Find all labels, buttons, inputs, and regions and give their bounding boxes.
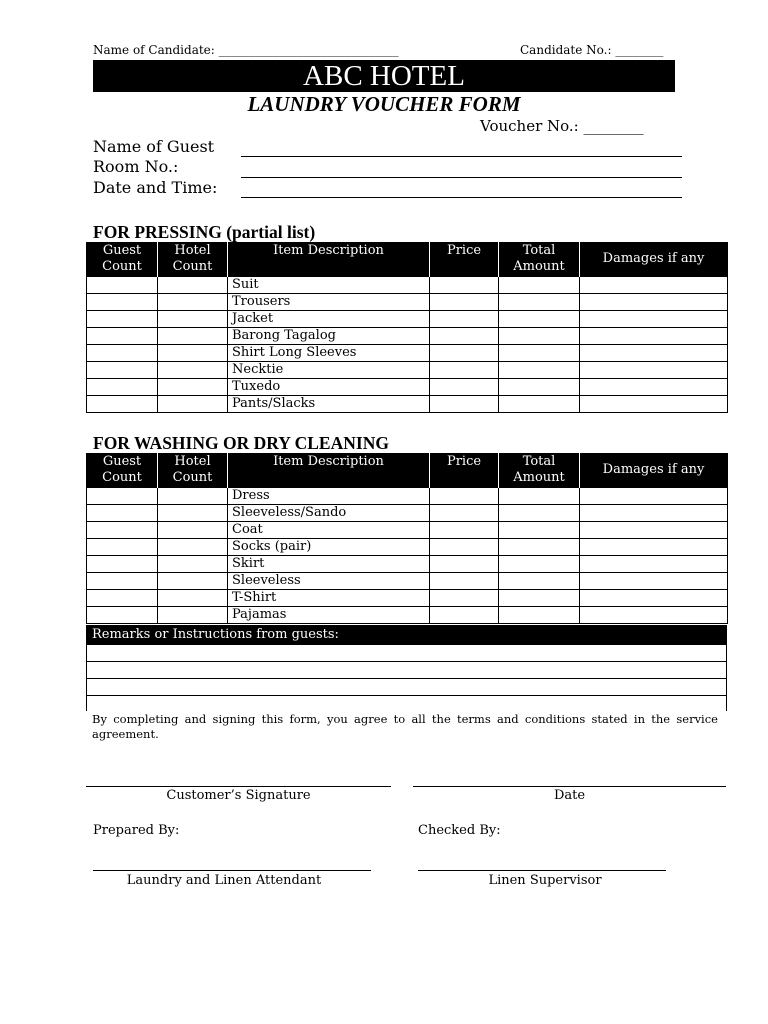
col-item-description: Item Description: [228, 453, 430, 488]
col-hotel-count: Hotel Count: [158, 242, 228, 277]
table-row: [87, 379, 728, 396]
hotel-count-cell[interactable]: [158, 607, 228, 624]
total-amount-cell[interactable]: [499, 396, 580, 413]
price-cell[interactable]: [430, 345, 499, 362]
pressing-table: [86, 242, 728, 413]
hotel-count-cell[interactable]: [158, 488, 228, 505]
agreement-text: By completing and signing this form, you agree to all the terms and conditions stated in the service agreement.: [92, 712, 718, 741]
hotel-count-cell[interactable]: [158, 539, 228, 556]
supervisor-label: Linen Supervisor: [488, 873, 602, 888]
damages-cell[interactable]: [580, 396, 728, 413]
item-description-cell: Socks (pair): [228, 539, 430, 556]
customer-signature-line[interactable]: [86, 786, 391, 787]
total-amount-cell[interactable]: [499, 345, 580, 362]
item-description-cell: T-Shirt: [228, 590, 430, 607]
table-row: [87, 488, 728, 505]
table-row: [87, 311, 728, 328]
hotel-count-cell[interactable]: [158, 294, 228, 311]
hotel-count-cell[interactable]: [158, 522, 228, 539]
price-cell[interactable]: [430, 328, 499, 345]
hotel-count-cell[interactable]: [158, 277, 228, 294]
date-line[interactable]: [413, 786, 726, 787]
hotel-count-cell[interactable]: [158, 590, 228, 607]
table-row: [87, 294, 728, 311]
col-guest-count: Guest Count: [87, 453, 158, 488]
date-time-field[interactable]: [241, 197, 682, 198]
table-row: [87, 505, 728, 522]
guest-count-cell[interactable]: [87, 556, 158, 573]
guest-count-cell[interactable]: [87, 362, 158, 379]
table-row: [87, 607, 728, 624]
damages-cell[interactable]: [580, 362, 728, 379]
price-cell[interactable]: [430, 556, 499, 573]
attendant-signature-line[interactable]: [93, 870, 371, 871]
date-label: Date: [553, 788, 586, 803]
price-cell[interactable]: [430, 539, 499, 556]
remarks-line: [86, 678, 727, 679]
damages-cell[interactable]: [580, 556, 728, 573]
prepared-by-label: Prepared By:: [93, 823, 180, 838]
guest-count-cell[interactable]: [87, 379, 158, 396]
price-cell[interactable]: [430, 590, 499, 607]
col-total-amount: Total Amount: [499, 242, 580, 277]
col-damages: Damages if any: [580, 242, 728, 277]
remarks-line: [86, 695, 727, 696]
damages-cell[interactable]: [580, 539, 728, 556]
room-no-label: Room No.:: [93, 157, 179, 176]
col-hotel-count: Hotel Count: [158, 453, 228, 488]
total-amount-cell[interactable]: [499, 379, 580, 396]
date-time-label: Date and Time:: [93, 178, 218, 197]
damages-cell[interactable]: [580, 590, 728, 607]
item-description-cell: Tuxedo: [228, 379, 430, 396]
total-amount-cell[interactable]: [499, 311, 580, 328]
guest-count-cell[interactable]: [87, 311, 158, 328]
guest-count-cell[interactable]: [87, 328, 158, 345]
item-description-cell: Coat: [228, 522, 430, 539]
supervisor-signature-line[interactable]: [418, 870, 666, 871]
item-description-cell: Suit: [228, 277, 430, 294]
hotel-count-cell[interactable]: [158, 362, 228, 379]
hotel-name-banner: ABC HOTEL: [93, 60, 675, 92]
washing-section-title: FOR WASHING OR DRY CLEANING: [93, 433, 389, 453]
price-cell[interactable]: [430, 488, 499, 505]
hotel-count-cell[interactable]: [158, 345, 228, 362]
table-row: [87, 522, 728, 539]
damages-cell[interactable]: [580, 505, 728, 522]
form-title: LAUNDRY VOUCHER FORM: [247, 92, 521, 116]
total-amount-cell[interactable]: [499, 539, 580, 556]
item-description-cell: Jacket: [228, 311, 430, 328]
price-cell[interactable]: [430, 607, 499, 624]
guest-name-field[interactable]: [241, 156, 682, 157]
damages-cell[interactable]: [580, 345, 728, 362]
item-description-cell: Sleeveless/Sando: [228, 505, 430, 522]
total-amount-cell[interactable]: [499, 277, 580, 294]
voucher-no-label: Voucher No.: ________: [480, 117, 644, 135]
hotel-count-cell[interactable]: [158, 573, 228, 590]
total-amount-cell[interactable]: [499, 488, 580, 505]
guest-count-cell[interactable]: [87, 345, 158, 362]
remarks-label: Remarks or Instructions from guests:: [92, 627, 339, 642]
damages-cell[interactable]: [580, 573, 728, 590]
pressing-section-title: FOR PRESSING (partial list): [93, 222, 316, 242]
item-description-cell: Skirt: [228, 556, 430, 573]
total-amount-cell[interactable]: [499, 294, 580, 311]
total-amount-cell[interactable]: [499, 607, 580, 624]
col-price: Price: [430, 242, 499, 277]
item-description-cell: Shirt Long Sleeves: [228, 345, 430, 362]
hotel-count-cell[interactable]: [158, 505, 228, 522]
damages-cell[interactable]: [580, 311, 728, 328]
guest-count-cell[interactable]: [87, 488, 158, 505]
guest-count-cell[interactable]: [87, 590, 158, 607]
total-amount-cell[interactable]: [499, 328, 580, 345]
table-row: [87, 396, 728, 413]
hotel-count-cell[interactable]: [158, 396, 228, 413]
hotel-count-cell[interactable]: [158, 379, 228, 396]
guest-count-cell[interactable]: [87, 505, 158, 522]
col-damages: Damages if any: [580, 453, 728, 488]
room-no-field[interactable]: [241, 177, 682, 178]
total-amount-cell[interactable]: [499, 573, 580, 590]
damages-cell[interactable]: [580, 294, 728, 311]
price-cell[interactable]: [430, 396, 499, 413]
damages-cell[interactable]: [580, 277, 728, 294]
guest-count-cell[interactable]: [87, 396, 158, 413]
item-description-cell: Necktie: [228, 362, 430, 379]
price-cell[interactable]: [430, 294, 499, 311]
damages-cell[interactable]: [580, 379, 728, 396]
damages-cell[interactable]: [580, 522, 728, 539]
col-item-description: Item Description: [228, 242, 430, 277]
total-amount-cell[interactable]: [499, 505, 580, 522]
item-description-cell: Pants/Slacks: [228, 396, 430, 413]
col-total-amount: Total Amount: [499, 453, 580, 488]
price-cell[interactable]: [430, 505, 499, 522]
checked-by-label: Checked By:: [418, 823, 501, 838]
table-row: [87, 328, 728, 345]
hotel-count-cell[interactable]: [158, 311, 228, 328]
attendant-label: Laundry and Linen Attendant: [126, 873, 322, 888]
table-row: [87, 573, 728, 590]
guest-count-cell[interactable]: [87, 573, 158, 590]
col-guest-count: Guest Count: [87, 242, 158, 277]
customer-signature-label: Customer’s Signature: [166, 788, 311, 803]
total-amount-cell[interactable]: [499, 362, 580, 379]
item-description-cell: Trousers: [228, 294, 430, 311]
price-cell[interactable]: [430, 522, 499, 539]
item-description-cell: Barong Tagalog: [228, 328, 430, 345]
hotel-count-cell[interactable]: [158, 556, 228, 573]
damages-cell[interactable]: [580, 328, 728, 345]
table-row: [87, 590, 728, 607]
total-amount-cell[interactable]: [499, 556, 580, 573]
price-cell[interactable]: [430, 362, 499, 379]
table-row: [87, 277, 728, 294]
guest-name-label: Name of Guest: [93, 137, 215, 156]
table-row: [87, 539, 728, 556]
price-cell[interactable]: [430, 311, 499, 328]
price-cell[interactable]: [430, 573, 499, 590]
remarks-header: [86, 625, 727, 645]
damages-cell[interactable]: [580, 607, 728, 624]
candidate-no-label: Candidate No.: ________: [520, 43, 664, 57]
item-description-cell: Sleeveless: [228, 573, 430, 590]
table-row: [87, 362, 728, 379]
damages-cell[interactable]: [580, 488, 728, 505]
candidate-name-label: Name of Candidate: ______________________________: [93, 43, 399, 57]
guest-count-cell[interactable]: [87, 277, 158, 294]
price-cell[interactable]: [430, 379, 499, 396]
col-price: Price: [430, 453, 499, 488]
guest-count-cell[interactable]: [87, 522, 158, 539]
hotel-count-cell[interactable]: [158, 328, 228, 345]
table-row: [87, 556, 728, 573]
item-description-cell: Dress: [228, 488, 430, 505]
guest-count-cell[interactable]: [87, 539, 158, 556]
guest-count-cell[interactable]: [87, 607, 158, 624]
total-amount-cell[interactable]: [499, 522, 580, 539]
remarks-line: [86, 661, 727, 662]
table-row: [87, 345, 728, 362]
guest-count-cell[interactable]: [87, 294, 158, 311]
total-amount-cell[interactable]: [499, 590, 580, 607]
washing-table: [86, 453, 728, 624]
item-description-cell: Pajamas: [228, 607, 430, 624]
price-cell[interactable]: [430, 277, 499, 294]
